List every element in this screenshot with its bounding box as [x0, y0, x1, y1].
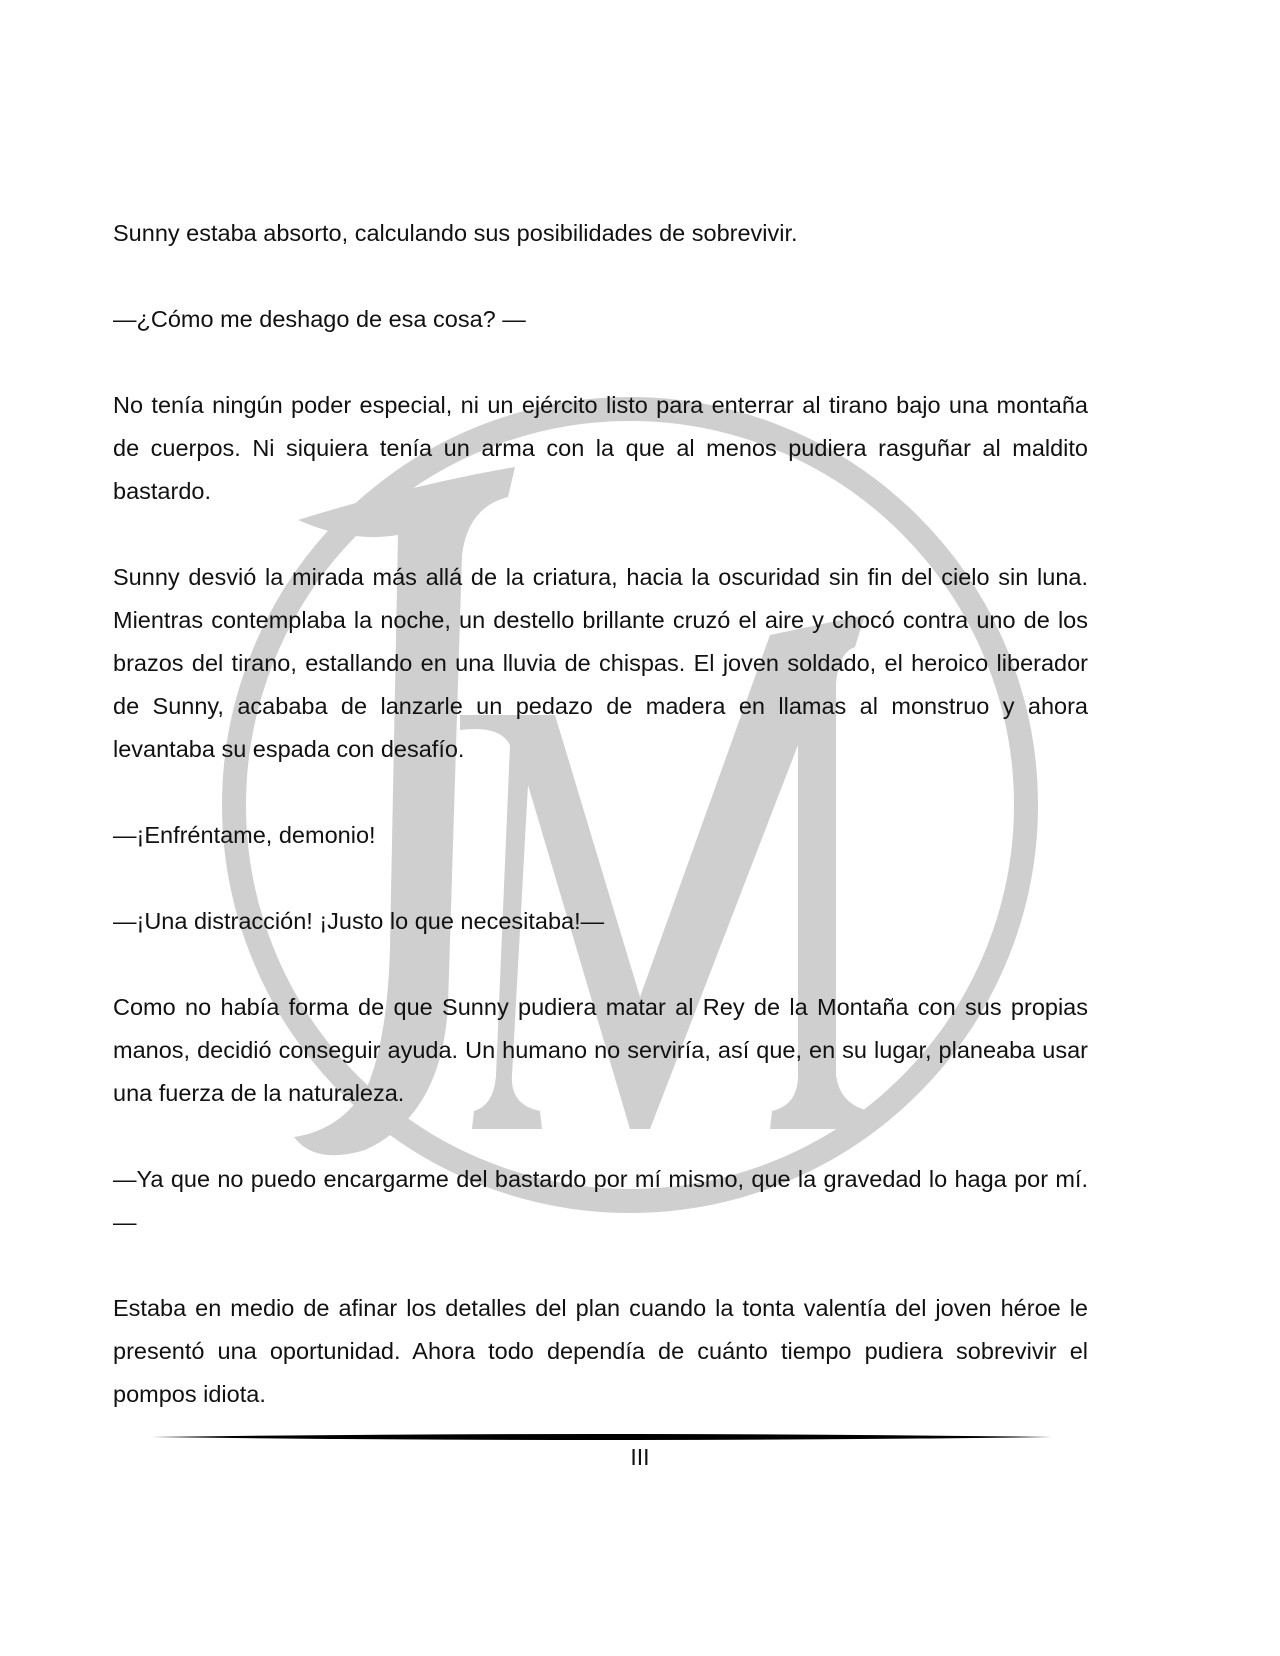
- paragraph: —¡Una distracción! ¡Justo lo que necesitaba!—: [113, 908, 605, 934]
- paragraph: —¿Cómo me deshago de esa cosa? —: [113, 306, 526, 332]
- footer-divider: [152, 1432, 1052, 1442]
- paragraph: Estaba en medio de afinar los detalles del plan cuando la tonta valentía del joven héroe le presentó una oportunidad. Ahora todo dependía de cuánto tiempo pudiera sobrevivir el pompos idiota.: [113, 1295, 1088, 1407]
- paragraph: —Ya que no puedo encargarme del bastardo por mí mismo, que la gravedad lo haga por mí.—: [113, 1166, 1088, 1235]
- paragraph: —¡Enfréntame, demonio!: [113, 822, 376, 848]
- page-number: III: [630, 1444, 650, 1470]
- paragraph: Sunny estaba absorto, calculando sus posibilidades de sobrevivir.: [113, 220, 798, 246]
- paragraph: No tenía ningún poder especial, ni un ejército listo para enterrar al tirano bajo una montaña de cuerpos. Ni siquiera tenía un arma con la que al menos pudiera rasguñar al maldito bastardo.: [113, 392, 1088, 504]
- paragraph: Como no había forma de que Sunny pudiera matar al Rey de la Montaña con sus propias manos, decidió conseguir ayuda. Un humano no serviría, así que, en su lugar, planeaba usar una fuerza de la naturaleza.: [113, 994, 1088, 1106]
- paragraph: Sunny desvió la mirada más allá de la criatura, hacia la oscuridad sin fin del cielo sin luna. Mientras contemplaba la noche, un destello brillante cruzó el aire y chocó contra uno de los brazos del tirano, estallando en una lluvia de chispas. El joven soldado, el heroico liberador de Sunny, acababa de lanzarle un pedazo de madera en llamas al monstruo y ahora levantaba su espada con desafío.: [113, 564, 1088, 762]
- main-text: [113, 212, 1088, 1416]
